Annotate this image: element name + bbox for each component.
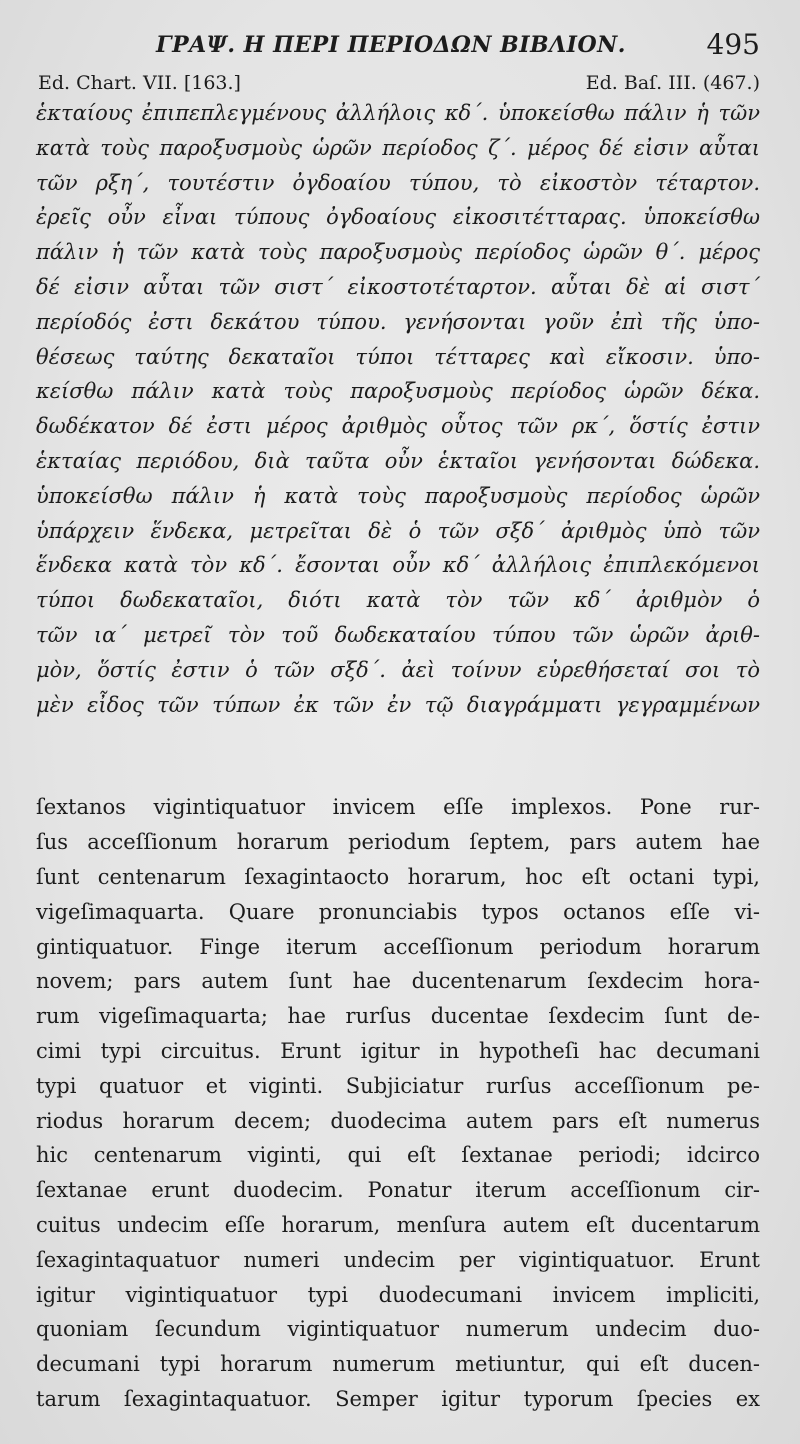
greek-text-line: κατὰ τοὺς παροξυσμοὺς ὡρῶν περίοδος ζ΄. μέρος δέ εἰσιν αὗται xyxy=(36,135,760,160)
greek-text-line: δέ εἰσιν αὗται τῶν σιστ΄ εἰκοστοτέταρτον. αὗται δὲ αἱ σιστ΄ xyxy=(36,274,760,299)
edition-line xyxy=(36,72,760,96)
greek-text-line: ἐρεῖς οὖν εἶναι τύπους ὀγδοαίους εἰκοσιτέτταρας. ὑποκείσθω xyxy=(36,205,760,230)
latin-text-line: gintiquatuor. Finge iterum acceſſionum periodum horarum xyxy=(36,934,760,959)
greek-text-line: ὑπάρχειν ἕνδεκα, μετρεῖται δὲ ὁ τῶν σξδ΄ ἀριθμὸς ὑπὸ τῶν xyxy=(36,518,760,543)
greek-text-line: ἕνδεκα κατὰ τὸν κδ΄. ἔσονται οὖν κδ΄ ἀλλήλοις ἐπιπλεκόμενοι xyxy=(36,553,760,578)
greek-text-line: τύποι δωδεκαταῖοι, διότι κατὰ τὸν τῶν κδ΄ ἀριθμὸν ὁ xyxy=(36,588,760,613)
greek-text-line: μὲν εἶδος τῶν τύπων ἐκ τῶν ἐν τῷ διαγράμματι γεγραμμένων xyxy=(36,692,760,717)
running-head xyxy=(36,28,760,68)
greek-text-line: θέσεως ταύτης δεκαταῖοι τύποι τέτταρες καὶ εἴκοσιν. ὑπο- xyxy=(36,344,760,369)
latin-text-line: ſunt centenarum ſexagintaocto horarum, hoc eſt octani typi, xyxy=(36,864,760,889)
greek-text-line: ἑκταίας περιόδου, διὰ ταῦτα οὖν ἑκταῖοι γενήσονται δώδεκα. xyxy=(36,448,760,473)
greek-text-line: μὸν, ὅστίς ἐστιν ὁ τῶν σξδ΄. ἀεὶ τοίνυν εὑρεθήσεταί σοι τὸ xyxy=(36,657,760,682)
latin-text-line: tarum ſexagintaquatuor. Semper igitur typorum ſpecies ex xyxy=(36,1386,760,1411)
greek-text-block xyxy=(36,96,760,722)
latin-text-line: ſexagintaquatuor numeri undecim per vigintiquatuor. Erunt xyxy=(36,1247,760,1272)
greek-text-line: κείσθω πάλιν κατὰ τοὺς παροξυσμοὺς περίοδος ὡρῶν δέκα. xyxy=(36,379,760,404)
edition-chartier: Ed. Chart. VII. [163.] xyxy=(38,72,241,94)
running-title: ΓΡΑΨ. Η ΠΕΡΙ ΠΕΡΙΟΔΩΝ ΒΙΒΛΙΟΝ. xyxy=(156,32,626,58)
edition-basel: Ed. Baſ. III. (467.) xyxy=(585,72,760,94)
greek-text-line: ὑποκείσθω πάλιν ἡ κατὰ τοὺς παροξυσμοὺς περίοδος ὡρῶν xyxy=(36,483,760,508)
greek-text-line: τῶν ια΄ μετρεῖ τὸν τοῦ δωδεκαταίου τύπου τῶν ὡρῶν ἀριθ- xyxy=(36,622,760,647)
latin-text-line: riodus horarum decem; duodecima autem pars eſt numerus xyxy=(36,1108,760,1133)
latin-text-line: ſextanae erunt duodecim. Ponatur iterum acceſſionum cir- xyxy=(36,1178,760,1203)
latin-text-line: novem; pars autem ſunt hae ducentenarum ſexdecim hora- xyxy=(36,969,760,994)
greek-text-line: περίοδός ἐστι δεκάτου τύπου. γενήσονται γοῦν ἐπὶ τῆς ὑπο- xyxy=(36,309,760,334)
greek-text-line: δωδέκατον δέ ἐστι μέρος ἀριθμὸς οὗτος τῶν ρκ΄, ὅστίς ἐστιν xyxy=(36,414,760,439)
column-separator xyxy=(36,722,760,790)
page-number: 495 xyxy=(706,28,760,61)
latin-text-line: ſus acceſſionum horarum periodum ſeptem, pars autem hae xyxy=(36,830,760,855)
latin-text-line: cimi typi circuitus. Erunt igitur in hypotheſi hac decumani xyxy=(36,1038,760,1063)
latin-text-block xyxy=(36,790,760,1416)
latin-text-line: igitur vigintiquatuor typi duodecumani invicem impliciti, xyxy=(36,1282,760,1307)
latin-text-line: hic centenarum viginti, qui eſt ſextanae periodi; idcirco xyxy=(36,1143,760,1168)
greek-text-line: τῶν ρξη΄, τουτέστιν ὀγδοαίου τύπου, τὸ εἰκοστὸν τέταρτον. xyxy=(36,170,760,195)
latin-text-line: decumani typi horarum numerum metiuntur, qui eſt ducen- xyxy=(36,1352,760,1377)
latin-text-line: cuitus undecim eſſe horarum, menſura autem eſt ducentarum xyxy=(36,1212,760,1237)
greek-text-line: ἑκταίους ἐπιπεπλεγμένους ἀλλήλοις κδ΄. ὑποκείσθω πάλιν ἡ τῶν xyxy=(36,101,760,125)
latin-text-line: rum vigeſimaquarta; hae rurſus ducentae ſexdecim ſunt de- xyxy=(36,1004,760,1029)
latin-text-line: typi quatuor et viginti. Subjiciatur rurſus acceſſionum pe- xyxy=(36,1073,760,1098)
latin-text-line: quoniam ſecundum vigintiquatuor numerum undecim duo- xyxy=(36,1317,760,1342)
latin-text-line: vigeſimaquarta. Quare pronunciabis typos octanos eſſe vi- xyxy=(36,899,760,924)
latin-text-line: ſextanos vigintiquatuor invicem eſſe implexos. Pone rur- xyxy=(36,795,760,820)
greek-text-line: πάλιν ἡ τῶν κατὰ τοὺς παροξυσμοὺς περίοδος ὡρῶν θ΄. μέρος xyxy=(36,240,760,265)
